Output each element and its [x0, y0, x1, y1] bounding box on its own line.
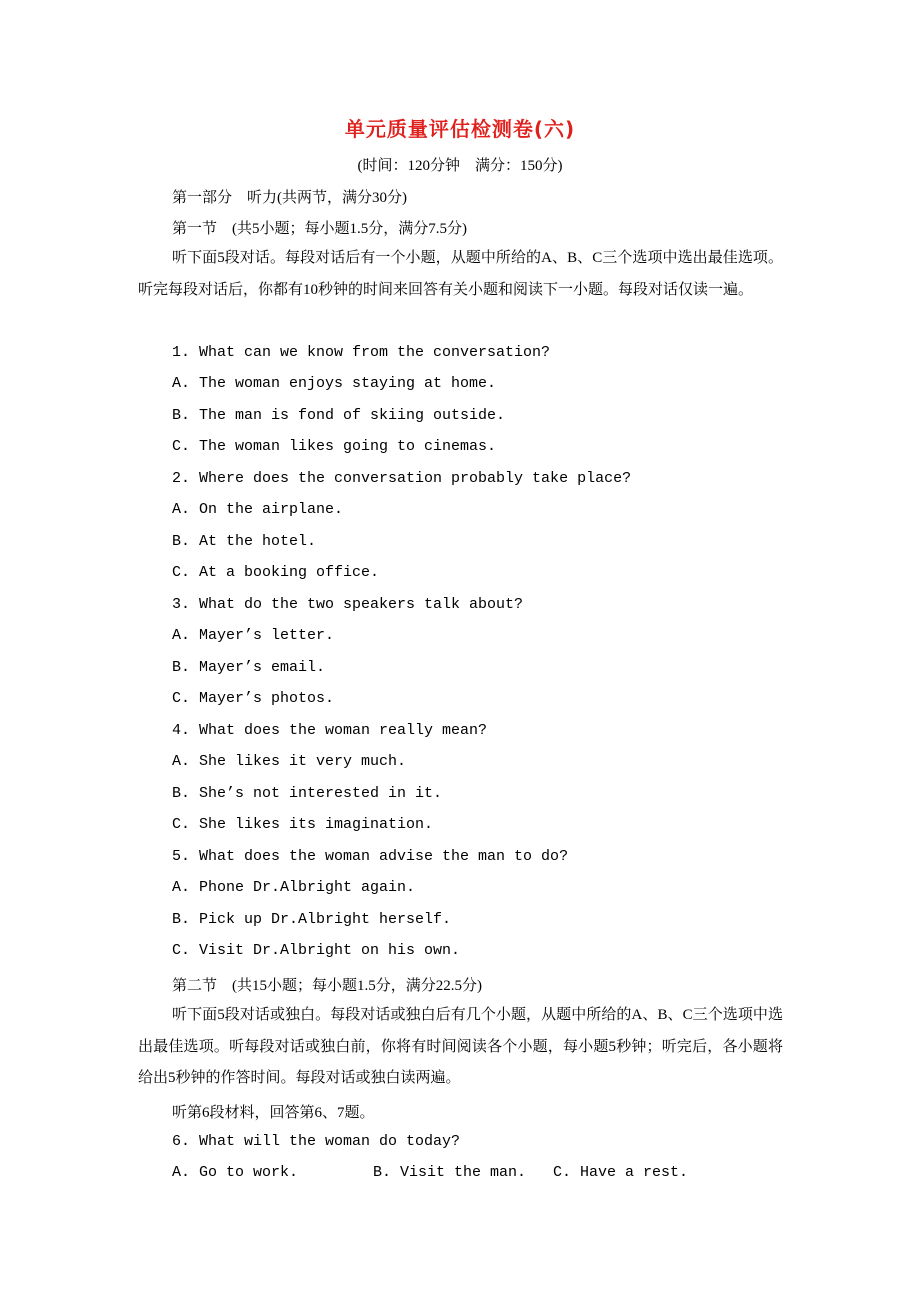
question-stem: 1. What can we know from the conversation? — [172, 344, 551, 361]
option: C. Visit Dr.Albright on his own. — [172, 942, 461, 959]
question-stem: 6. What will the woman do today? — [172, 1133, 461, 1150]
page-title: 单元质量评估检测卷(六) — [344, 117, 576, 141]
option: B. She’s not interested in it. — [172, 785, 443, 802]
material-note: 听第6段材料，回答第6、7题。 — [172, 1105, 375, 1121]
section1-instructions: 听下面5段对话。每段对话后有一个小题，从题中所给的A、B、C三个选项中选出最佳选项。听完每段对话后，你都有10秒钟的时间来回答有关小题和阅读下一小题。每段对话仅读一遍。 — [138, 250, 783, 298]
exam-subtitle: (时间：120分钟 满分：150分) — [357, 158, 563, 174]
question-stem: 4. What does the woman really mean? — [172, 722, 488, 739]
option: A. She likes it very much. — [172, 753, 407, 770]
option: B. Visit the man. — [373, 1164, 527, 1181]
question-stem: 2. Where does the conversation probably take place? — [172, 470, 632, 487]
option: A. Go to work. — [172, 1164, 299, 1181]
option: C. Mayer’s photos. — [172, 690, 335, 707]
option: B. Pick up Dr.Albright herself. — [172, 911, 452, 928]
option: B. The man is fond of skiing outside. — [172, 407, 506, 424]
option-row — [172, 1164, 688, 1181]
section2-instructions: 听下面5段对话或独白。每段对话或独白后有几个小题，从题中所给的A、B、C三个选项中选出最佳选项。听每段对话或独白前，你将有时间阅读各个小题，每小题5秒钟；听完后，各小题将给出5秒钟的作答时间。每段对话或独白读两遍。 — [138, 1007, 783, 1086]
option: B. Mayer’s email. — [172, 659, 326, 676]
part1-heading: 第一部分 听力(共两节，满分30分) — [172, 190, 407, 206]
option: A. Phone Dr.Albright again. — [172, 879, 416, 896]
option: C. At a booking office. — [172, 564, 380, 581]
section2-heading: 第二节 (共15小题；每小题1.5分，满分22.5分) — [172, 978, 482, 994]
option: A. Mayer’s letter. — [172, 627, 335, 644]
question-stem: 3. What do the two speakers talk about? — [172, 596, 524, 613]
option: A. The woman enjoys staying at home. — [172, 375, 497, 392]
question-stem: 5. What does the woman advise the man to do? — [172, 848, 569, 865]
option: C. She likes its imagination. — [172, 816, 434, 833]
section1-heading: 第一节 (共5小题；每小题1.5分，满分7.5分) — [172, 221, 467, 237]
option: A. On the airplane. — [172, 501, 344, 518]
option: C. The woman likes going to cinemas. — [172, 438, 497, 455]
option: B. At the hotel. — [172, 533, 317, 550]
option: C. Have a rest. — [553, 1164, 689, 1181]
